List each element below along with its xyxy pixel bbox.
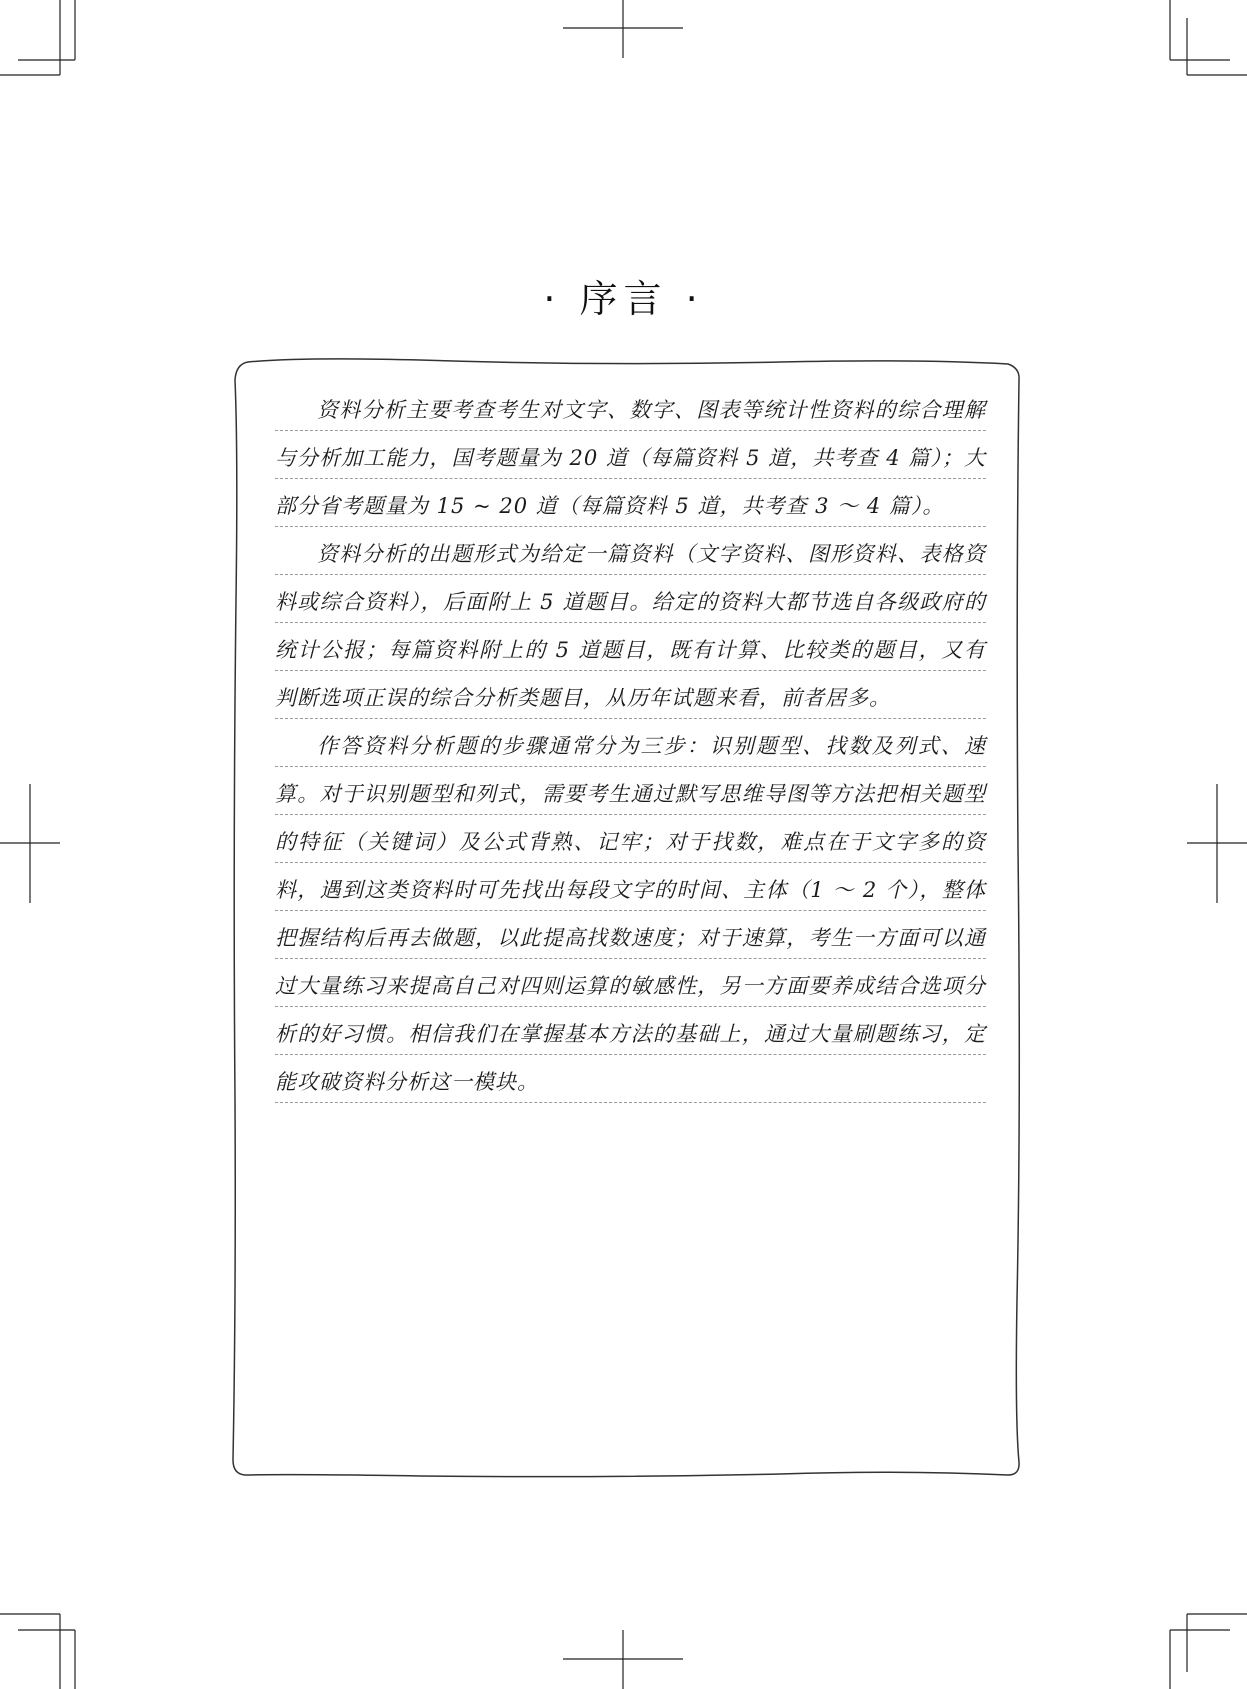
paragraph-2: 资料分析的出题形式为给定一篇资料（文字资料、图形资料、表格资料或综合资料），后面附上 5 道题目。给定的资料大都节选自各级政府的统计公报；每篇资料附上的 5 道题目，既有计算、比较类的题目，又有判断选项正误的综合分析类题目，从历年试题来看，前者居多。 <box>275 530 986 722</box>
paragraph-1: 资料分析主要考查考生对文字、数字、图表等统计性资料的综合理解与分析加工能力，国考题量为 20 道（每篇资料 5 道，共考查 4 篇）；大部分省考题量为 15 ~ 20 道（每篇资料 5 道，共考查 3 ～ 4 篇）。 <box>275 386 986 530</box>
preface-body <box>275 386 986 1106</box>
page-title: · 序言 · <box>543 277 704 321</box>
paragraph-3: 作答资料分析题的步骤通常分为三步：识别题型、找数及列式、速算。对于识别题型和列式，需要考生通过默写思维导图等方法把相关题型的特征（关键词）及公式背熟、记牢；对于找数，难点在于文字多的资料，遇到这类资料时可先找出每段文字的时间、主体（1 ～ 2 个），整体把握结构后再去做题，以此提高找数速度；对于速算，考生一方面可以通过大量练习来提高自己对四则运算的敏感性，另一方面要养成结合选项分析的好习惯。相信我们在掌握基本方法的基础上，通过大量刷题练习，定能攻破资料分析这一模块。 <box>275 722 986 1106</box>
